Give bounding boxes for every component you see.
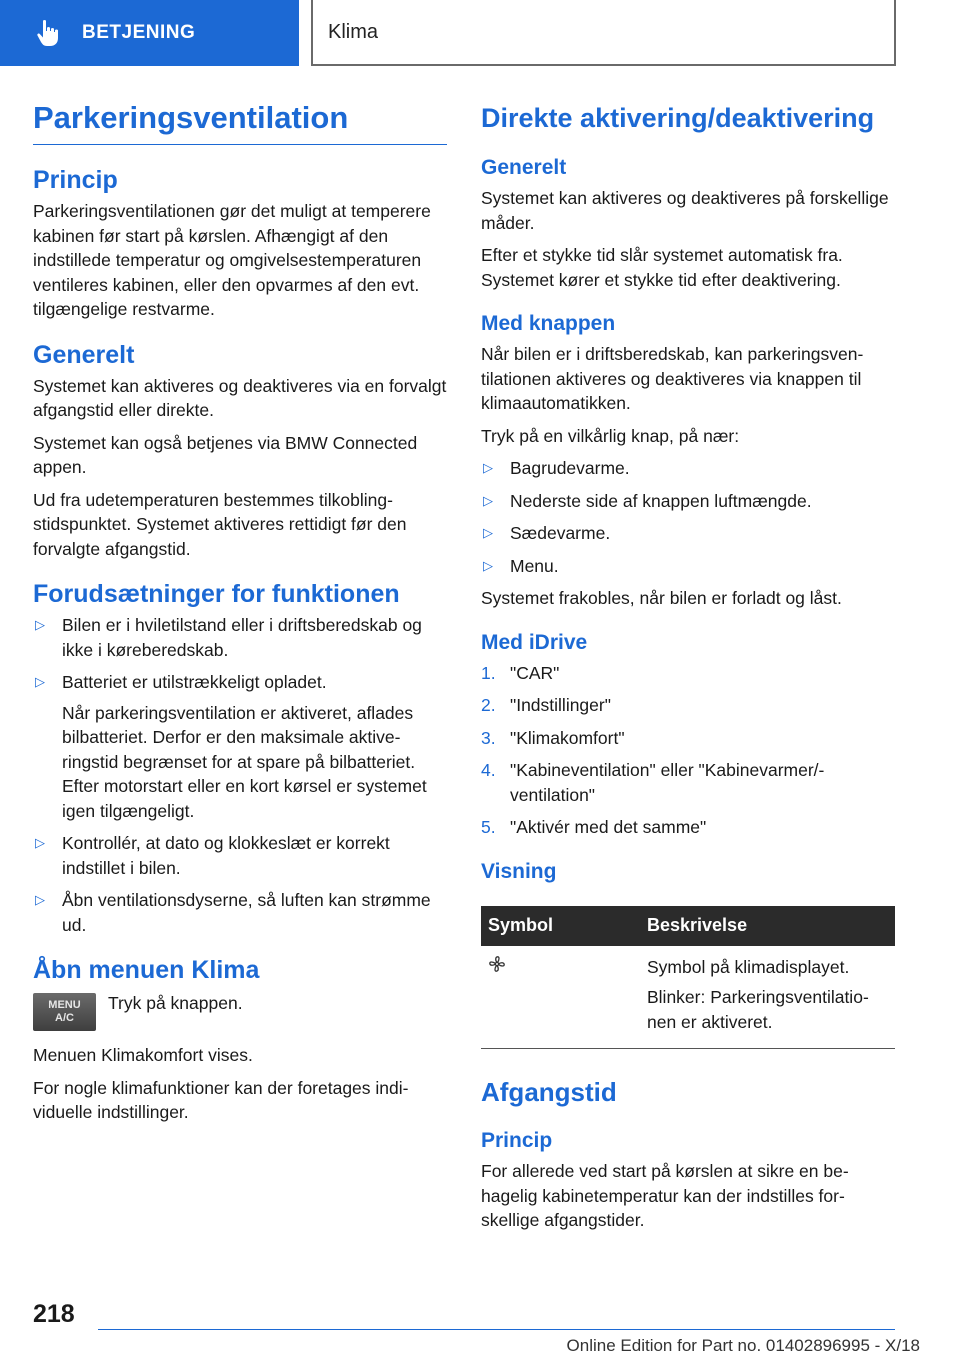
- fan-icon: [488, 955, 506, 973]
- list-item: ▷ Bilen er i hviletilstand eller i driftsberedskab og ikke i køreberedskab.: [35, 615, 422, 660]
- page-number: 218: [33, 1300, 75, 1328]
- section-tab-label: BETJENING: [82, 22, 196, 43]
- aabn-paragraph: For nogle klimafunktioner kan der foretages individuelle indstillinger.: [33, 1077, 409, 1122]
- step-item: 2. "Indstillinger": [481, 695, 611, 715]
- triangle-bullet-icon: ▷: [35, 892, 45, 907]
- afgangstid-heading: Afgangstid: [481, 1077, 617, 1107]
- triangle-bullet-icon: ▷: [483, 460, 493, 475]
- princip-text: Parkeringsventilationen gør det muligt at temperere kabinen før start på kørslen. Afhængigt af den indstillede temperatur og omgivelsestemperaturen ventileres kabinen, eller den opvarmes af den evt. tilgængelige restvarme.: [33, 201, 431, 319]
- afgangstid-princip-text: For allerede ved start på kørslen at sikre en behagelig kabinetemperatur kan der indstilles forskellige afgangstider.: [481, 1161, 849, 1230]
- generelt-paragraph: Systemet kan aktiveres og deaktiveres på forskellige måder.: [481, 188, 889, 233]
- symbol-table: [481, 906, 895, 1050]
- menu-ac-button-icon: MENU A/C: [33, 993, 96, 1031]
- list-item: ▷ Menu.: [481, 554, 895, 579]
- triangle-bullet-icon: ▷: [483, 557, 493, 573]
- generelt-heading: Generelt: [481, 156, 567, 179]
- edition-note: Online Edition for Part no. 01402896995 - X/18: [566, 1336, 920, 1355]
- aabn-paragraph: Menuen Klimakomfort vises.: [33, 1045, 253, 1065]
- chapter-header: [311, 0, 896, 66]
- step-item: 4. "Kabineventilation" eller "Kabinevarmer/ventilation": [481, 760, 825, 805]
- list-item: ▷ Sædevarme.: [481, 521, 895, 546]
- step-item: 1. "CAR": [481, 662, 560, 683]
- generelt-paragraph: Systemet kan også betjenes via BMW Connected appen.: [33, 432, 418, 477]
- triangle-bullet-icon: ▷: [35, 835, 45, 850]
- press-button-text: Tryk på knappen.: [108, 993, 243, 1013]
- aabn-menu-heading: Åbn menuen Klima: [33, 956, 260, 984]
- visning-heading: Visning: [481, 859, 557, 883]
- princip-heading: Princip: [33, 166, 118, 194]
- generelt-paragraph: Systemet kan aktiveres og deaktiveres via en forvalgt afgangstid eller direkte.: [33, 375, 447, 420]
- knap-paragraph: Når bilen er i driftsberedskab, kan parkeringsventilationen aktiveres og deaktiveres via knappen til klimaautomatikken.: [481, 344, 864, 413]
- step-item: 3. "Klimakomfort": [481, 727, 625, 748]
- generelt-paragraph: Efter et stykke tid slår systemet automatisk fra. Systemet kører et stykke tid efter deaktivering.: [481, 245, 843, 290]
- description-cell: Symbol på klimadisplayet. Blinker: Parkeringsventilationen er aktiveret.: [639, 946, 895, 1049]
- right-column: [481, 98, 895, 1241]
- idrive-steps: [481, 661, 895, 840]
- table-header-row: [481, 906, 895, 946]
- page-title: Parkeringsventilation: [33, 98, 447, 145]
- direkte-heading: Direkte aktivering/deaktivering: [481, 103, 875, 133]
- menu-button-instruction: [33, 993, 447, 1031]
- section-tab[interactable]: [0, 0, 299, 66]
- footer-divider: [98, 1329, 895, 1330]
- hand-pointer-icon: [34, 18, 64, 48]
- forudsaetninger-heading: Forudsætninger for funktionen: [33, 580, 400, 608]
- column-header-beskrivelse: Beskrivelse: [639, 906, 895, 946]
- triangle-bullet-icon: ▷: [483, 492, 493, 508]
- knap-paragraph: Tryk på en vilkårlig knap, på nær:: [481, 425, 740, 446]
- chapter-title: Klima: [328, 20, 379, 43]
- exceptions-list: [481, 456, 895, 578]
- column-header-symbol: Symbol: [481, 906, 639, 946]
- list-item: ▷ Åbn ventilationsdyserne, så luften kan strømme ud.: [35, 890, 431, 935]
- left-column: [33, 98, 447, 1133]
- generelt-heading: Generelt: [33, 340, 135, 369]
- list-item: ▷ Bagrudevarme.: [481, 456, 895, 481]
- triangle-bullet-icon: ▷: [35, 617, 45, 632]
- triangle-bullet-icon: ▷: [35, 674, 45, 689]
- forudsaetninger-list: [33, 613, 447, 937]
- afgangstid-princip-heading: Princip: [481, 1129, 553, 1152]
- med-idrive-heading: Med iDrive: [481, 630, 588, 654]
- list-item: ▷ Kontrollér, at dato og klokkeslæt er korrekt indstillet i bilen.: [35, 833, 390, 878]
- list-item-note: Når parkeringsventilation er aktiveret, aflades bilbatteriet. Derfor er den maksimale aktiveringstid begrænset for at spare på bilbatteriet. Efter motorstart eller en kort kørsel er systemet igen tilgængeligt.: [62, 702, 427, 821]
- list-item: ▷ Nederste side af knappen luftmængde.: [481, 489, 895, 514]
- symbol-cell: [481, 946, 639, 1049]
- list-item: ▷ Batteriet er utilstrækkeligt opladet. Når parkeringsventilation er aktiveret, aflades bilbatteriet. Derfor er den maksimale aktiveringstid begrænset for at spare på bilbatteriet. Efter motorstart eller en kort kørsel er systemet igen tilgængeligt.: [33, 670, 447, 823]
- med-knappen-heading: Med knappen: [481, 312, 616, 335]
- triangle-bullet-icon: ▷: [483, 525, 493, 540]
- table-row: [481, 946, 895, 1049]
- generelt-paragraph: Ud fra udetemperaturen bestemmes tilkoblingstidspunktet. Systemet aktiveres rettidigt før den forvalgte afgangstid.: [33, 489, 407, 559]
- step-item: 5. "Aktivér med det samme": [481, 817, 707, 837]
- knap-paragraph: Systemet frakobles, når bilen er forladt og låst.: [481, 588, 842, 608]
